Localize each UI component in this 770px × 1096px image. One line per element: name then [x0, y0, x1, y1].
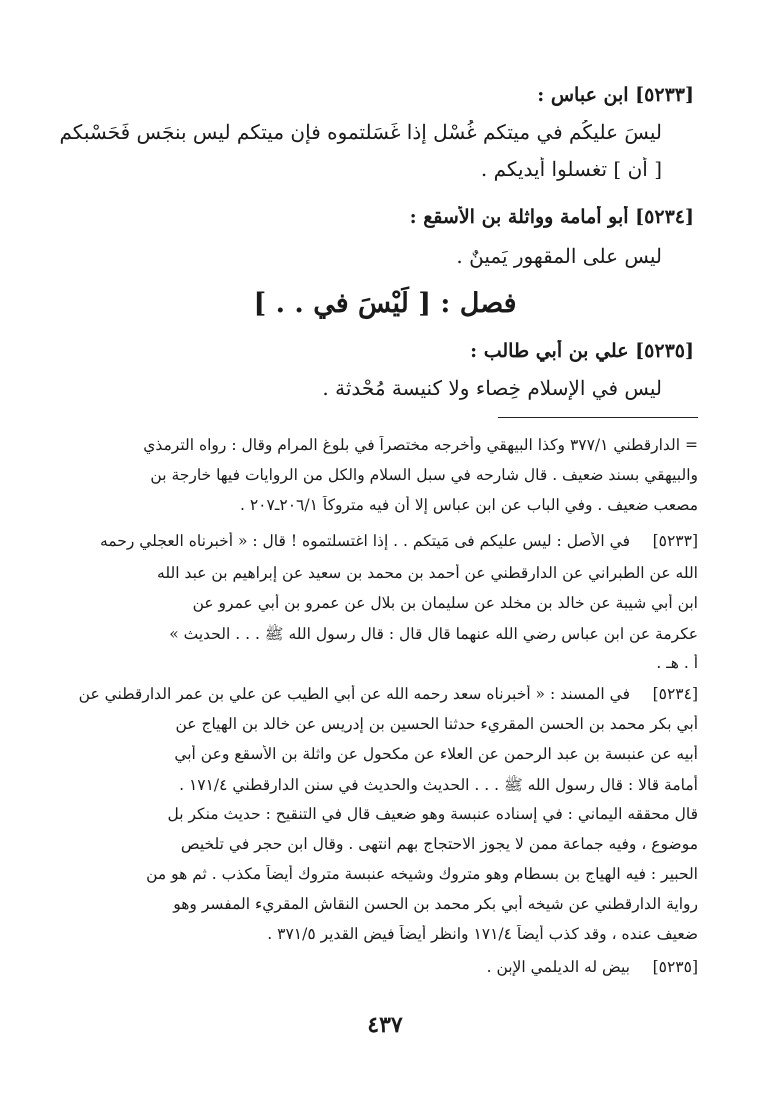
footnote-line: = الدارقطني ٣٧٧/١ وكذا البيهقي وأخرجه مختصراً في بلوغ المرام وقال : رواه الترمذي — [143, 436, 698, 454]
hadith-text-line: ليس في الإسلام خِصاء ولا كنيسة مُحْدثة . — [322, 376, 662, 400]
narrator-name: علي بن أبي طالب : — [470, 340, 629, 362]
footnote-number: [٥٢٣٣] — [652, 532, 698, 550]
footnote-line: الله عن الطبراني عن الدارقطني عن أحمد بن محمد بن سعيد عن إبراهيم بن عبد الله — [157, 564, 698, 582]
footnote-line: موضوع ، وفيه جماعة ممن لا يجوز الاحتجاج بهم انتهى . وقال ابن حجر في تلخيص — [180, 835, 698, 853]
footnote-line: قال محققه اليماني : في إسناده عنبسة وهو ضعيف قال في التنقيح : حديث منكر بل — [167, 805, 698, 823]
footnote-line: رواية الدارقطني عن شيخه أبي بكر محمد بن الحسن النقاش المقريء المفسر وهو — [173, 895, 698, 913]
footnote-line: في الأصل : ليس عليكم فى مَيتكم . . إذا اغتسلتموه ! قال : « أخبرناه العجلي رحمه — [100, 532, 630, 550]
footnote-line: عكرمة عن ابن عباس رضي الله عنهما قال قال : قال رسول الله ﷺ . . . الحديث » — [169, 625, 698, 643]
entry-5234-heading — [60, 206, 694, 228]
entry-5233-heading — [60, 84, 694, 106]
footnote-number: [٥٢٣٤] — [652, 685, 698, 703]
entry-number: [٥٢٣٥] — [635, 340, 694, 362]
footnote-line: مصعب ضعيف . وفي الباب عن ابن عباس إلا أن فيه متروكاً ٢٠٦/١ـ٢٠٧ . — [240, 496, 698, 514]
footnote-line: أبي بكر محمد بن الحسن المقريء حدثنا الحسين بن إدريس عن خالد بن الهياج عن — [175, 715, 698, 733]
footnote-line: في المسند : « أخبرناه سعد رحمه الله عن أبي الطيب عن علي بن عمر الدارقطني عن — [78, 685, 630, 703]
footnote-line: والبيهقي بسند ضعيف . قال شارحه في سبل السلام والكل من الروايات فيها خارجة بن — [150, 466, 698, 484]
footnote-line: ضعيف عنده ، وقد كذب أيضاً ١٧١/٤ وانظر أيضاً فيض القدير ٣٧١/٥ . — [267, 925, 698, 943]
footnote-line: أمامة قالا : قال رسول الله ﷺ . . . الحديث والحديث في سنن الدارقطني ١٧١/٤ . — [179, 776, 698, 794]
entry-number: [٥٢٣٤] — [635, 206, 694, 228]
section-title: فصل : [ لَيْسَ في . . ] — [253, 288, 517, 319]
entry-number: [٥٢٣٣] — [635, 84, 694, 106]
footnote-line: أ . هـ . — [656, 654, 698, 672]
hadith-text-line: ليس على المقهور يَمينٌ . — [456, 244, 662, 268]
narrator-name: أبو أمامة وواثلة بن الأسقع : — [409, 206, 629, 228]
hadith-text-line: ليسَ عليكُم في ميتكم غُسْل إذا غَسَلتموه فإن ميتكم ليس بنجَس فَحَسْبكم — [60, 120, 662, 144]
footnote-line: بيض له الديلمي الإبن . — [486, 958, 630, 976]
footnote-number: [٥٢٣٥] — [652, 958, 698, 976]
entry-5235-heading — [60, 340, 694, 362]
footnote-separator — [498, 417, 698, 418]
hadith-text-line: [ أن ] تغسلوا أيديكم . — [480, 157, 662, 181]
footnote-line: ابن أبي شيبة عن خالد بن مخلد عن سليمان بن بلال عن عمرو بن أبي عمرو عن — [192, 594, 698, 612]
footnote-line: أبيه عن عنبسة بن عبد الرحمن عن العلاء عن مكحول عن واثلة بن الأسقع وعن أبي — [174, 745, 698, 763]
footnote-line: الحبير : فيه الهياج بن بسطام وهو متروك وشيخه عنبسة متروك أيضاً مكذب . ثم هو من — [146, 865, 698, 883]
page-number: ٤٣٧ — [367, 1012, 403, 1038]
narrator-name: ابن عباس : — [537, 84, 629, 106]
